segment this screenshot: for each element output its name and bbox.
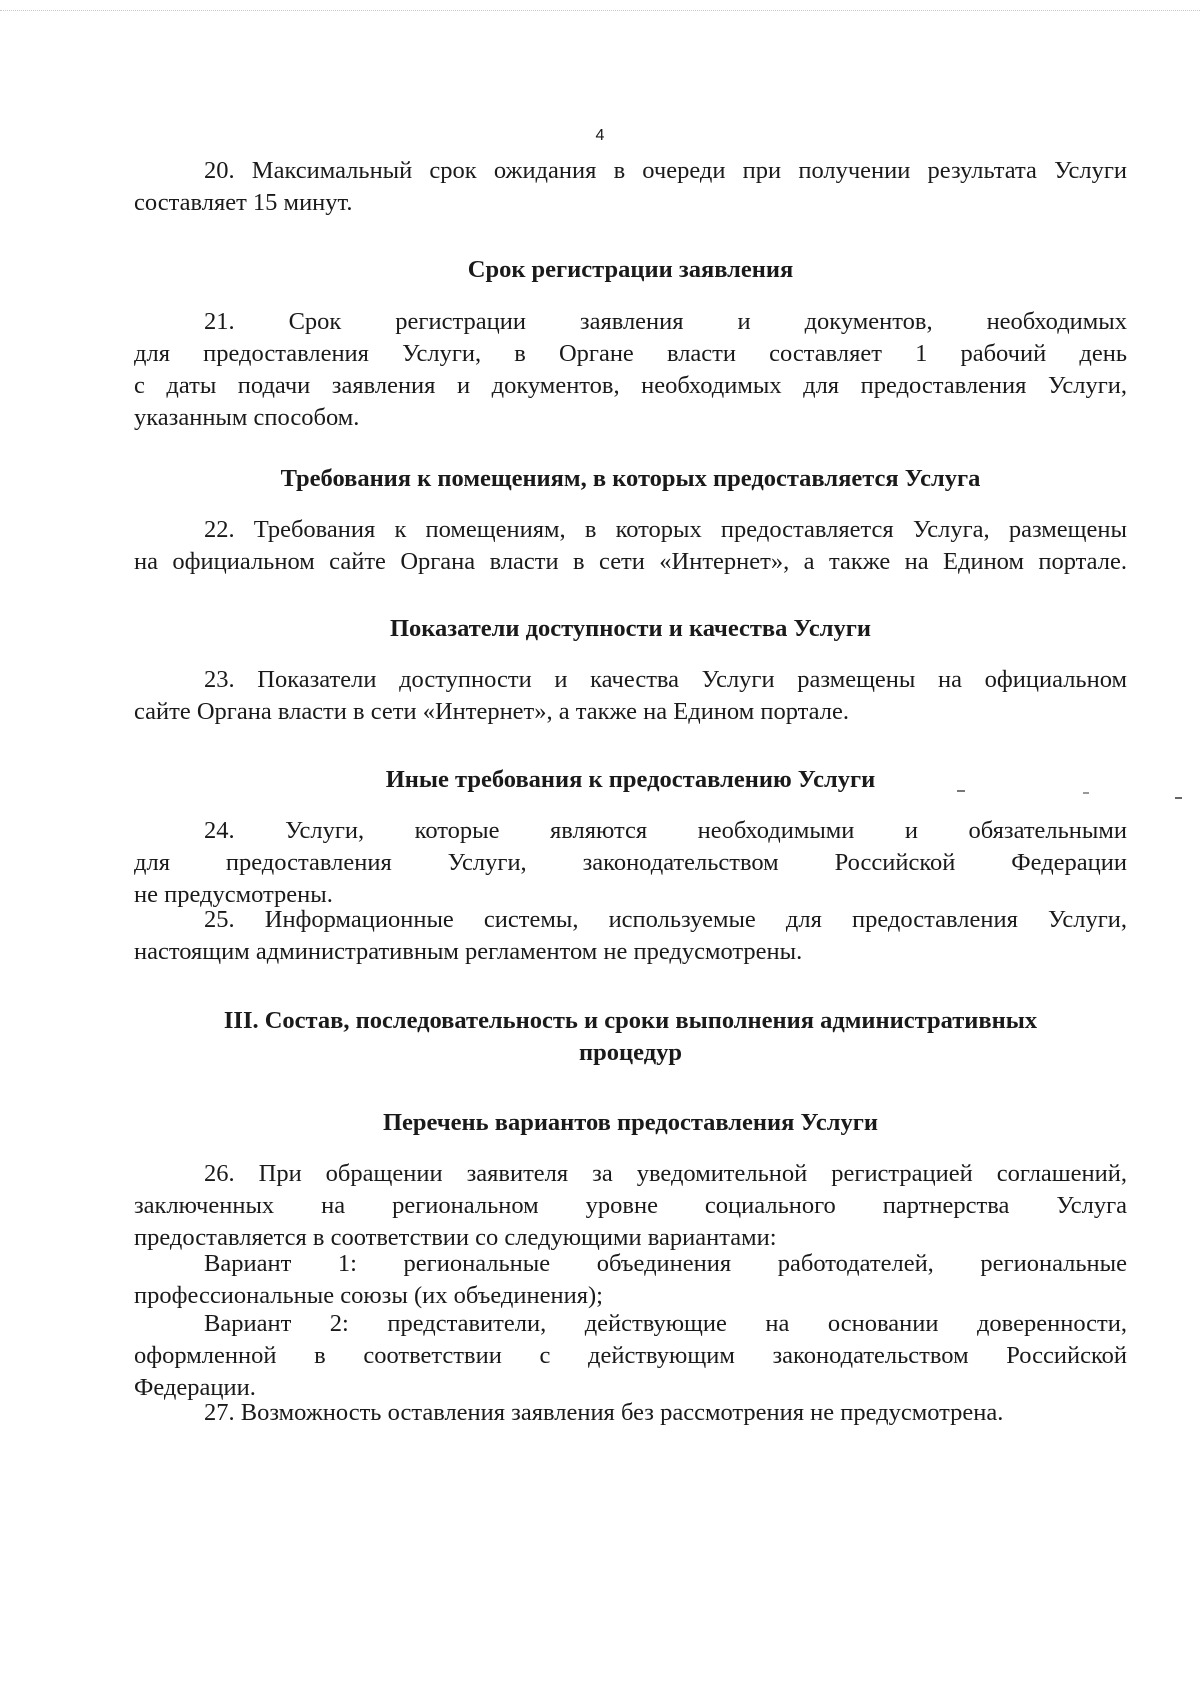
paragraph-line: с даты подачи заявления и документов, необходимых для предоставления Услуги, xyxy=(134,372,1127,399)
heading-line: процедур xyxy=(579,1039,682,1066)
paragraph-line: оформленной в соответствии с действующим законодательством Российской xyxy=(134,1342,1127,1369)
paragraph-line: 26. При обращении заявителя за уведомительной регистрацией соглашений, xyxy=(204,1160,1127,1187)
paragraph-20 xyxy=(134,155,1127,219)
scan-artifact xyxy=(1175,797,1182,799)
heading-line: III. Состав, последовательность и сроки выполнения административных xyxy=(223,1007,1038,1034)
paragraph-line: 21. Срок регистрации заявления и документов, необходимых xyxy=(204,308,1127,335)
paragraph-line: настоящим административным регламентом не предусмотрены. xyxy=(134,938,803,965)
paragraph-line: на официальном сайте Органа власти в сети «Интернет», а также на Едином портале. xyxy=(134,548,1127,575)
paragraph-line: сайте Органа власти в сети «Интернет», а также на Едином портале. xyxy=(134,698,849,725)
paragraph-line: не предусмотрены. xyxy=(134,881,333,908)
paragraph-22 xyxy=(134,514,1127,578)
paragraph-line: 25. Информационные системы, используемые для предоставления Услуги, xyxy=(204,906,1127,933)
paragraph-21 xyxy=(134,306,1127,434)
scan-artifact xyxy=(957,790,965,792)
scan-top-border xyxy=(0,10,1200,11)
paragraph-line: предоставляется в соответствии со следующими вариантами: xyxy=(134,1224,777,1251)
paragraph-line: 23. Показатели доступности и качества Услуги размещены на официальном xyxy=(204,666,1127,693)
paragraph-23 xyxy=(134,664,1127,728)
paragraph-25 xyxy=(134,904,1127,968)
heading-premises-requirements: Требования к помещениям, в которых предоставляется Услуга xyxy=(280,465,981,492)
scan-artifact xyxy=(1083,792,1089,794)
paragraph-line: 22. Требования к помещениям, в которых предоставляется Услуга, размещены xyxy=(204,516,1127,543)
variant-1 xyxy=(134,1248,1127,1312)
heading-other-requirements: Иные требования к предоставлению Услуги xyxy=(385,766,876,793)
paragraph-26 xyxy=(134,1158,1127,1254)
paragraph-line: Вариант 1: региональные объединения работодателей, региональные xyxy=(204,1250,1127,1277)
heading-quality-indicators: Показатели доступности и качества Услуги xyxy=(390,615,871,642)
paragraph-line: Вариант 2: представители, действующие на основании доверенности, xyxy=(204,1310,1127,1337)
paragraph-line: заключенных на региональном уровне социального партнерства Услуга xyxy=(134,1192,1127,1219)
page-number: 4 xyxy=(595,127,605,144)
paragraph-line: для предоставления Услуги, законодательством Российской Федерации xyxy=(134,849,1127,876)
paragraph-line: составляет 15 минут. xyxy=(134,189,353,216)
paragraph-27 xyxy=(134,1397,1127,1429)
paragraph-line: для предоставления Услуги, в Органе власти составляет 1 рабочий день xyxy=(134,340,1127,367)
paragraph-line: указанным способом. xyxy=(134,404,360,431)
heading-variants-list: Перечень вариантов предоставления Услуги xyxy=(383,1109,878,1136)
heading-registration-term: Срок регистрации заявления xyxy=(467,256,794,283)
paragraph-line: 24. Услуги, которые являются необходимыми и обязательными xyxy=(204,817,1127,844)
heading-section-3 xyxy=(134,1005,1127,1069)
paragraph-line: Федерации. xyxy=(134,1374,256,1401)
paragraph-line: профессиональные союзы (их объединения); xyxy=(134,1282,603,1309)
paragraph-line: 20. Максимальный срок ожидания в очереди при получении результата Услуги xyxy=(204,157,1127,184)
paragraph-24 xyxy=(134,815,1127,911)
paragraph-line: 27. Возможность оставления заявления без рассмотрения не предусмотрена. xyxy=(204,1399,1004,1426)
variant-2 xyxy=(134,1308,1127,1404)
